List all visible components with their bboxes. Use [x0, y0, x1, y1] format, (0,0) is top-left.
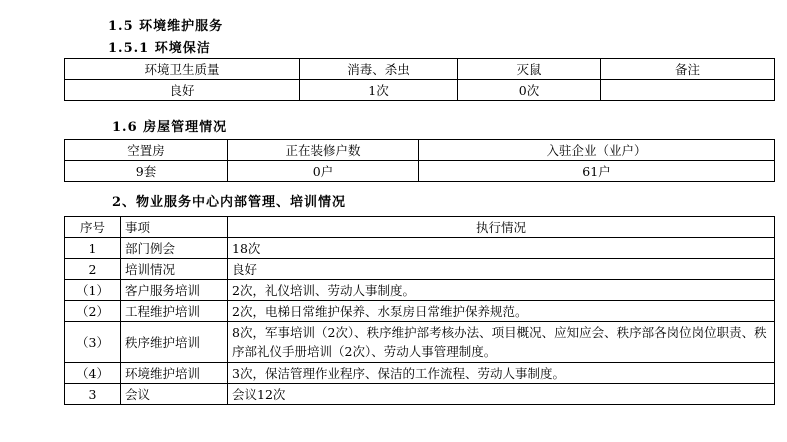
management-table	[64, 216, 775, 405]
row-detail: 2次，电梯日常维护保养、水泵房日常维护保养规范。	[228, 301, 775, 322]
header-cell: 消毒、杀虫	[300, 59, 458, 80]
row-item: 工程维护培训	[121, 301, 228, 322]
header-cell: 执行情况	[228, 217, 775, 238]
table-row	[65, 322, 775, 363]
row-detail: 会议12次	[228, 384, 775, 405]
table-row	[65, 301, 775, 322]
table-cell: 9套	[65, 161, 228, 182]
table-cell: 1次	[300, 80, 458, 101]
row-index: （2）	[65, 301, 121, 322]
house-table	[64, 139, 775, 182]
heading-internal-management: 2、物业服务中心内部管理、培训情况	[112, 195, 347, 210]
row-index: 2	[65, 259, 121, 280]
row-index: （3）	[65, 322, 121, 363]
header-cell: 入驻企业（业户）	[419, 140, 775, 161]
heading-environment-service: 1.5 环境维护服务	[108, 19, 224, 34]
table-header-row	[65, 59, 775, 80]
heading-house-management: 1.6 房屋管理情况	[112, 120, 228, 135]
table-cell	[601, 80, 775, 101]
header-cell: 正在装修户数	[228, 140, 419, 161]
row-index: （1）	[65, 280, 121, 301]
table-row	[65, 161, 775, 182]
row-item: 会议	[121, 384, 228, 405]
row-detail: 3次，保洁管理作业程序、保洁的工作流程、劳动人事制度。	[228, 363, 775, 384]
row-item: 客户服务培训	[121, 280, 228, 301]
row-index: 1	[65, 238, 121, 259]
table-row	[65, 363, 775, 384]
row-item: 部门例会	[121, 238, 228, 259]
header-cell: 环境卫生质量	[65, 59, 300, 80]
row-detail: 2次，礼仪培训、劳动人事制度。	[228, 280, 775, 301]
table-cell: 良好	[65, 80, 300, 101]
table-header-row	[65, 217, 775, 238]
environment-table	[64, 58, 775, 101]
header-cell: 灭鼠	[458, 59, 601, 80]
row-detail: 良好	[228, 259, 775, 280]
table-row	[65, 280, 775, 301]
table-cell: 0次	[458, 80, 601, 101]
table-row	[65, 259, 775, 280]
header-cell: 备注	[601, 59, 775, 80]
row-item: 培训情况	[121, 259, 228, 280]
row-index: （4）	[65, 363, 121, 384]
heading-environment-cleaning: 1.5.1 环境保洁	[108, 41, 211, 56]
table-header-row	[65, 140, 775, 161]
row-item: 秩序维护培训	[121, 322, 228, 363]
table-row	[65, 238, 775, 259]
table-row	[65, 384, 775, 405]
row-item: 环境维护培训	[121, 363, 228, 384]
table-cell: 0户	[228, 161, 419, 182]
header-cell: 空置房	[65, 140, 228, 161]
table-cell: 61户	[419, 161, 775, 182]
table-row	[65, 80, 775, 101]
row-index: 3	[65, 384, 121, 405]
row-detail: 18次	[228, 238, 775, 259]
header-cell: 事项	[121, 217, 228, 238]
row-detail: 8次，军事培训（2次）、秩序维护部考核办法、项目概况、应知应会、秩序部各岗位岗位职责、秩序部礼仪手册培训（2次）、劳动人事管理制度。	[228, 322, 775, 363]
header-cell: 序号	[65, 217, 121, 238]
